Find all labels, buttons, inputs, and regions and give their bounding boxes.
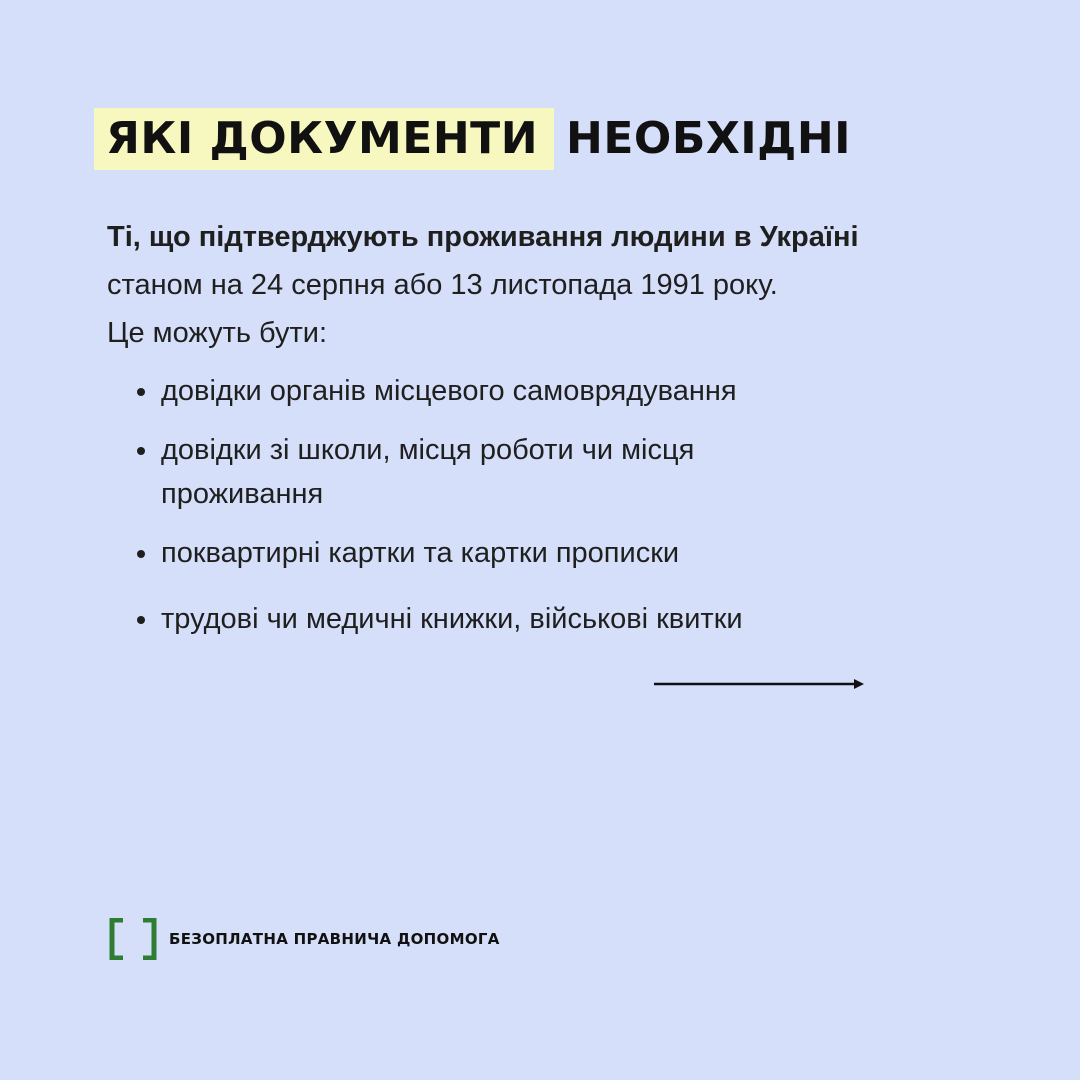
title-highlight: ЯКІ ДОКУМЕНТИ bbox=[94, 108, 554, 170]
title-rest: НЕОБХІДНІ bbox=[566, 113, 852, 164]
list-item-text: довідки органів місцевого самоврядування bbox=[161, 375, 737, 407]
bullet-icon bbox=[137, 388, 145, 396]
list-item-text: довідки зі школи, місця роботи чи місця проживання bbox=[161, 434, 695, 510]
list-item bbox=[133, 531, 921, 575]
page-title bbox=[94, 108, 851, 170]
bullet-icon bbox=[137, 447, 145, 455]
list-item-text: поквартирні картки та картки прописки bbox=[161, 537, 680, 569]
bullet-icon bbox=[137, 550, 145, 558]
list-item bbox=[133, 369, 921, 413]
intro-text bbox=[107, 213, 1007, 357]
list-item-text: трудові чи медичні книжки, військові квитки bbox=[161, 603, 743, 635]
bullet-icon bbox=[137, 616, 145, 624]
intro-bold-line: Ті, що підтверджують проживання людини в Україні bbox=[107, 221, 859, 253]
list-item bbox=[133, 597, 921, 641]
brackets-logo-icon bbox=[109, 918, 157, 960]
intro-line-2: станом на 24 серпня або 13 листопада 1991 року. bbox=[107, 269, 778, 301]
list-item bbox=[133, 428, 841, 516]
organization-logo bbox=[109, 918, 500, 960]
arrow-right-icon bbox=[654, 674, 866, 694]
intro-line-3: Це можуть бути: bbox=[107, 317, 328, 349]
logo-text: БЕЗОПЛАТНА ПРАВНИЧА ДОПОМОГА bbox=[169, 930, 500, 948]
